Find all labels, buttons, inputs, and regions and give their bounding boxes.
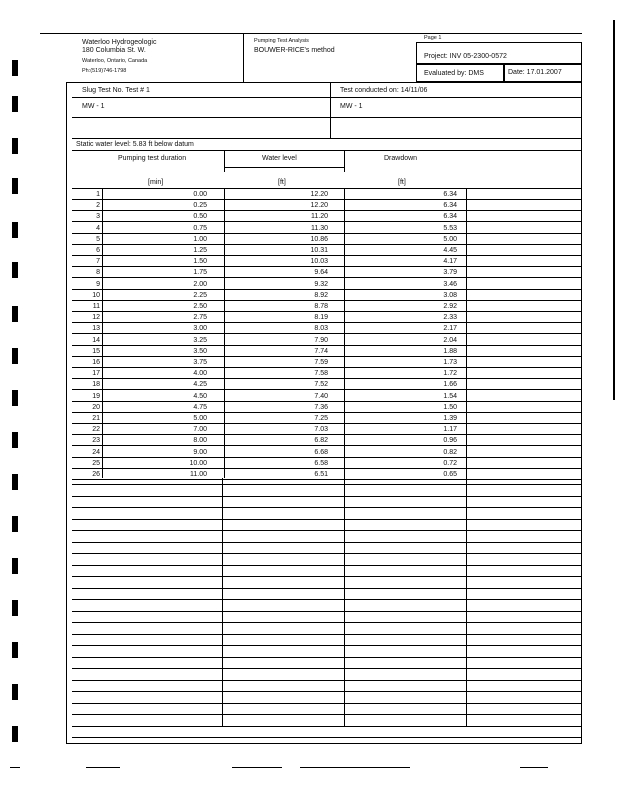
binder-mark: [12, 642, 18, 658]
binder-mark: [12, 516, 18, 532]
binder-mark: [12, 222, 18, 238]
row-number: 17: [92, 370, 100, 378]
static-water-level: Static water level: 5.83 ft below datum: [76, 141, 194, 148]
table-row: [72, 223, 582, 234]
table-row: [72, 458, 582, 469]
table-row: [72, 335, 582, 346]
page-label: Page 1: [424, 35, 442, 41]
empty-row-line: [72, 645, 582, 646]
drawdown-value: 1.39: [443, 415, 457, 422]
duration-value: 1.50: [193, 258, 207, 266]
empty-row-line: [72, 599, 582, 600]
drawdown-value: 0.96: [443, 437, 457, 445]
company-phone: Ph:(519)746-1798: [82, 68, 127, 74]
well-id-left: MW - 1: [82, 103, 105, 110]
row-line: [72, 138, 582, 139]
binder-mark: [12, 60, 18, 76]
duration-value: 0.25: [193, 202, 207, 210]
column-line: [222, 478, 223, 726]
duration-value: 3.50: [193, 347, 207, 355]
drawdown-value: 6.34: [443, 213, 457, 221]
footer-mark: [300, 767, 410, 768]
drawdown-value: 1.72: [443, 370, 457, 378]
slug-test-number: Slug Test No. Test # 1: [82, 87, 150, 94]
empty-row-line: [72, 530, 582, 531]
column-header-drawdown: Drawdown: [384, 155, 418, 162]
company-street: 180 Columbia St. W.: [82, 47, 146, 54]
binder-mark: [12, 432, 18, 448]
drawdown-value: 0.72: [443, 459, 457, 467]
company-name: Waterloo Hydrogeologic: [82, 39, 157, 46]
water-level-value: 6.51: [314, 471, 328, 478]
water-level-value: 8.19: [314, 314, 328, 322]
table-row: [72, 447, 582, 458]
water-level-value: 7.59: [314, 359, 328, 366]
drawdown-value: 1.66: [443, 381, 457, 389]
binder-mark: [12, 306, 18, 322]
row-number: 10: [92, 291, 100, 299]
analysis-method: BOUWER-RICE's method: [254, 47, 335, 54]
water-level-value: 7.25: [314, 415, 328, 422]
drawdown-value: 2.92: [443, 303, 457, 310]
duration-value: 4.50: [193, 392, 207, 400]
drawdown-value: 4.45: [443, 247, 457, 254]
table-row: [72, 189, 582, 200]
empty-row-line: [72, 657, 582, 658]
empty-row-line: [72, 519, 582, 520]
drawdown-value: 1.88: [443, 347, 457, 355]
table-row: [72, 357, 582, 368]
row-number: 6: [96, 247, 100, 254]
well-id-right: MW - 1: [340, 103, 363, 110]
duration-value: 7.00: [193, 426, 207, 434]
row-number: 22: [92, 426, 100, 434]
drawdown-value: 0.82: [443, 448, 457, 456]
drawdown-value: 3.79: [443, 269, 457, 277]
duration-value: 0.00: [193, 191, 207, 198]
water-level-value: 6.68: [314, 448, 328, 456]
water-level-value: 8.03: [314, 325, 328, 333]
empty-row-line: [72, 484, 582, 485]
row-number: 8: [96, 269, 100, 277]
footer-mark: [232, 767, 282, 768]
duration-value: 2.00: [193, 280, 207, 288]
table-row: [72, 245, 582, 256]
water-level-value: 10.31: [310, 247, 328, 254]
drawdown-value: 1.17: [443, 426, 457, 434]
duration-value: 0.75: [193, 224, 207, 232]
water-level-value: 7.36: [314, 403, 328, 411]
water-level-value: 7.52: [314, 381, 328, 389]
empty-row-line: [72, 668, 582, 669]
empty-row-line: [72, 542, 582, 543]
row-number: 24: [92, 448, 100, 456]
table-row: [72, 211, 582, 222]
water-level-value: 7.58: [314, 370, 328, 378]
duration-value: 1.75: [193, 269, 207, 277]
table-row: [72, 413, 582, 424]
divider: [330, 82, 331, 138]
binder-mark: [12, 178, 18, 194]
drawdown-value: 3.08: [443, 291, 457, 299]
drawdown-value: 4.17: [443, 258, 457, 266]
water-level-value: 6.82: [314, 437, 328, 445]
empty-row-line: [72, 507, 582, 508]
column-line: [344, 478, 345, 726]
analysis-label: Pumping Test Analysis: [254, 38, 309, 44]
row-number: 26: [92, 471, 100, 478]
unit-water-level: [ft]: [278, 179, 286, 186]
scan-edge-line: [613, 20, 615, 400]
drawdown-value: 1.54: [443, 392, 457, 400]
row-number: 9: [96, 280, 100, 288]
binder-mark: [12, 600, 18, 616]
water-level-value: 12.20: [310, 202, 328, 210]
unit-drawdown: [ft]: [398, 179, 406, 186]
table-row: [72, 379, 582, 390]
duration-value: 0.50: [193, 213, 207, 221]
test-conducted-on: Test conducted on: 14/11/06: [340, 87, 428, 94]
row-line: [72, 117, 582, 118]
drawdown-value: 5.00: [443, 235, 457, 243]
footer-mark: [10, 767, 20, 768]
empty-row-line: [72, 611, 582, 612]
empty-row-line: [72, 703, 582, 704]
column-line: [466, 478, 467, 726]
duration-value: 9.00: [193, 448, 207, 456]
empty-row-line: [72, 588, 582, 589]
row-number: 18: [92, 381, 100, 389]
empty-row-line: [72, 553, 582, 554]
table-row: [72, 256, 582, 267]
table-row: [72, 346, 582, 357]
duration-value: 3.25: [193, 336, 207, 344]
row-number: 3: [96, 213, 100, 221]
duration-value: 2.50: [193, 303, 207, 310]
empty-row-line: [72, 576, 582, 577]
empty-row-line: [72, 714, 582, 715]
binder-mark: [12, 348, 18, 364]
row-number: 12: [92, 314, 100, 322]
row-line: [224, 167, 344, 168]
table-row: [72, 469, 582, 480]
water-level-value: 12.20: [310, 191, 328, 198]
binder-mark: [12, 684, 18, 700]
drawdown-value: 1.73: [443, 359, 457, 366]
duration-value: 1.00: [193, 235, 207, 243]
row-number: 20: [92, 403, 100, 411]
project-number: Project: INV 05-2300-0572: [424, 53, 507, 60]
evaluated-by: Evaluated by: DMS: [424, 70, 484, 77]
unit-duration: [min]: [148, 179, 164, 186]
drawdown-value: 2.33: [443, 314, 457, 322]
empty-row-line: [72, 565, 582, 566]
duration-value: 11.00: [190, 471, 207, 478]
row-number: 5: [96, 235, 100, 243]
evaluation-date: Date: 17.01.2007: [508, 69, 562, 76]
column-header-duration: Pumping test duration: [118, 155, 187, 162]
empty-row-line: [72, 622, 582, 623]
empty-row-line: [72, 496, 582, 497]
drawdown-value: 5.53: [443, 224, 457, 232]
drawdown-value: 6.34: [443, 191, 457, 198]
water-level-value: 11.30: [311, 224, 328, 232]
empty-row-line: [72, 726, 582, 727]
empty-row-line: [72, 634, 582, 635]
duration-value: 1.25: [193, 247, 207, 254]
water-level-value: 7.03: [314, 426, 328, 434]
table-row: [72, 424, 582, 435]
binder-mark: [12, 390, 18, 406]
duration-value: 4.00: [193, 370, 207, 378]
binder-mark: [12, 474, 18, 490]
empty-row-line: [72, 680, 582, 681]
drawdown-value: 2.04: [443, 336, 457, 344]
footer-mark: [86, 767, 120, 768]
water-level-value: 8.78: [314, 303, 328, 310]
row-number: 1: [96, 191, 100, 198]
water-level-value: 6.58: [314, 459, 328, 467]
row-number: 15: [92, 347, 100, 355]
table-row: [72, 279, 582, 290]
binder-mark: [12, 96, 18, 112]
duration-value: 8.00: [193, 437, 207, 445]
empty-row-line: [72, 691, 582, 692]
duration-value: 5.00: [193, 415, 207, 422]
row-number: 11: [92, 303, 100, 310]
duration-value: 2.75: [193, 314, 207, 322]
table-row: [72, 435, 582, 446]
binder-mark: [12, 262, 18, 278]
company-city: Waterloo, Ontario, Canada: [82, 58, 148, 64]
row-number: 19: [92, 392, 100, 400]
binder-mark: [12, 558, 18, 574]
drawdown-value: 2.17: [443, 325, 457, 333]
duration-value: 10.00: [189, 459, 207, 467]
table-row: [72, 402, 582, 413]
table-row: [72, 200, 582, 211]
table-row: [72, 323, 582, 334]
water-level-value: 9.32: [314, 280, 328, 288]
column-header-water-level: Water level: [262, 155, 297, 162]
table-row: [72, 290, 582, 301]
table-row: [72, 267, 582, 278]
row-line: [72, 150, 582, 151]
duration-value: 4.75: [193, 403, 207, 411]
water-level-value: 9.64: [314, 269, 328, 277]
table-row: [72, 312, 582, 323]
row-line: [72, 97, 582, 98]
duration-value: 3.00: [193, 325, 207, 333]
empty-row-line: [72, 737, 582, 738]
row-number: 21: [92, 415, 100, 422]
water-level-value: 11.20: [311, 213, 328, 221]
footer-mark: [520, 767, 548, 768]
water-level-value: 10.03: [310, 258, 328, 266]
row-number: 2: [96, 202, 100, 210]
table-row: [72, 391, 582, 402]
binder-mark: [12, 138, 18, 154]
water-level-value: 8.92: [314, 291, 328, 299]
divider: [224, 150, 225, 172]
row-number: 4: [96, 224, 100, 232]
row-number: 16: [92, 359, 100, 366]
binder-mark: [12, 726, 18, 742]
divider: [344, 150, 345, 172]
table-row: [72, 368, 582, 379]
row-number: 25: [92, 459, 100, 467]
row-number: 14: [92, 336, 100, 344]
duration-value: 4.25: [193, 381, 207, 389]
row-number: 7: [96, 258, 100, 266]
drawdown-value: 0.65: [443, 471, 457, 478]
row-number: 23: [92, 437, 100, 445]
duration-value: 3.75: [193, 359, 207, 366]
table-row: [72, 301, 582, 312]
water-level-value: 7.40: [314, 392, 328, 400]
drawdown-value: 1.50: [443, 403, 457, 411]
water-level-value: 7.90: [314, 336, 328, 344]
water-level-value: 10.86: [310, 235, 328, 243]
drawdown-value: 6.34: [443, 202, 457, 210]
row-number: 13: [92, 325, 100, 333]
water-level-value: 7.74: [314, 347, 328, 355]
table-row: [72, 234, 582, 245]
duration-value: 2.25: [193, 291, 207, 299]
drawdown-value: 3.46: [443, 280, 457, 288]
